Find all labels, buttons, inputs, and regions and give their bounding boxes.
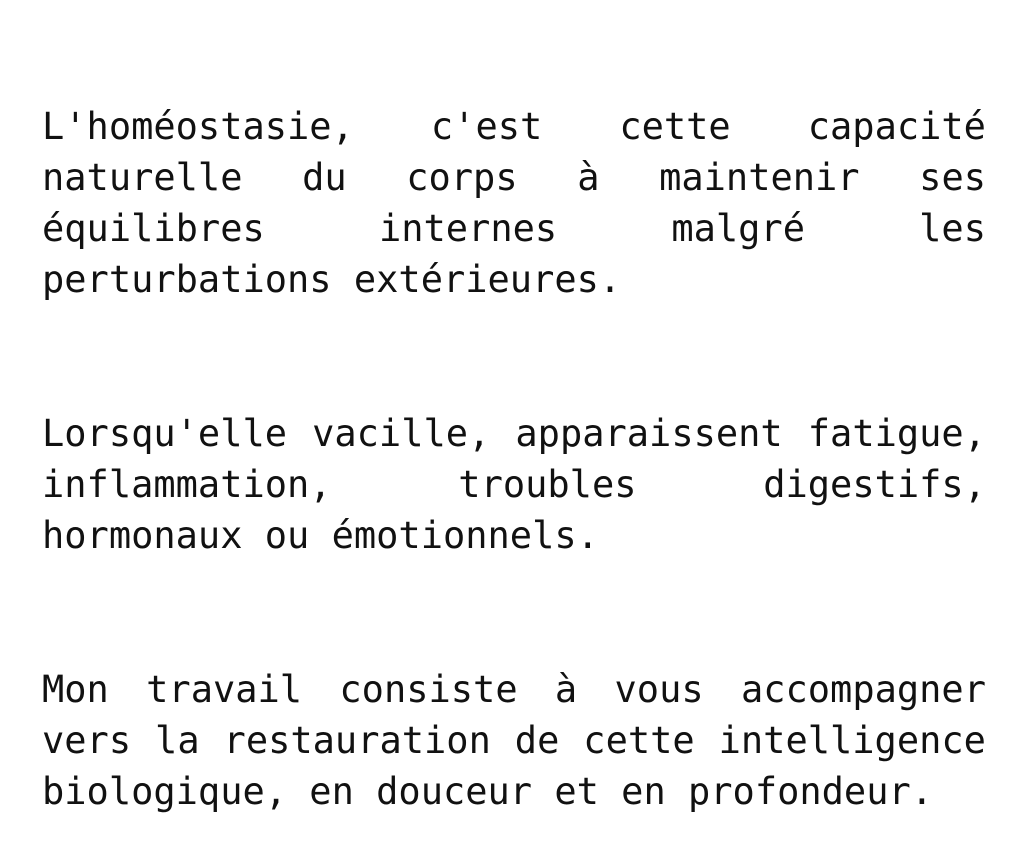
word: fatigue,: [807, 412, 986, 455]
word: internes: [378, 207, 558, 250]
word: du: [302, 156, 347, 199]
paragraph-symptomes: [42, 408, 986, 561]
body-text: [42, 101, 986, 817]
word: maintenir: [659, 156, 860, 199]
word: capacité: [807, 105, 986, 148]
word: équilibres: [42, 207, 265, 250]
text-line: biologique, en douceur et en profondeur.: [42, 770, 934, 813]
word: vous: [614, 668, 704, 711]
word: corps: [406, 156, 518, 199]
word: accompagner: [740, 668, 986, 711]
word: L'homéostasie,: [42, 105, 354, 148]
word: la: [155, 719, 200, 762]
word: c'est: [430, 105, 543, 148]
word: travail: [146, 668, 303, 711]
text-line: hormonaux ou émotionnels.: [42, 514, 599, 557]
text-line: [42, 408, 986, 459]
word: les: [919, 207, 986, 250]
text-line: [42, 203, 986, 254]
word: vers: [42, 719, 132, 762]
paragraph-accompagnement: [42, 664, 986, 817]
word: apparaissent: [515, 412, 783, 455]
word: consiste: [339, 668, 518, 711]
text-line: [42, 152, 986, 203]
word: à: [554, 668, 578, 711]
word: naturelle: [42, 156, 243, 199]
word: malgré: [671, 207, 805, 250]
word: digestifs,: [763, 463, 986, 506]
text-line: [42, 715, 986, 766]
text-line: [42, 459, 986, 510]
word: cette: [619, 105, 731, 148]
paragraph-homeostasie: [42, 101, 986, 305]
text-line: [42, 664, 986, 715]
word: vacille,: [312, 412, 491, 455]
word: Mon: [42, 668, 109, 711]
word: de: [514, 719, 560, 762]
word: à: [577, 156, 600, 199]
text-line: [42, 101, 986, 152]
word: inflammation,: [42, 463, 332, 506]
word: cette: [583, 719, 695, 762]
word: intelligence: [718, 719, 986, 762]
text-line: perturbations extérieures.: [42, 258, 622, 301]
word: troubles: [458, 463, 637, 506]
word: restauration: [223, 719, 491, 762]
word: ses: [919, 156, 986, 199]
word: Lorsqu'elle: [42, 412, 288, 455]
